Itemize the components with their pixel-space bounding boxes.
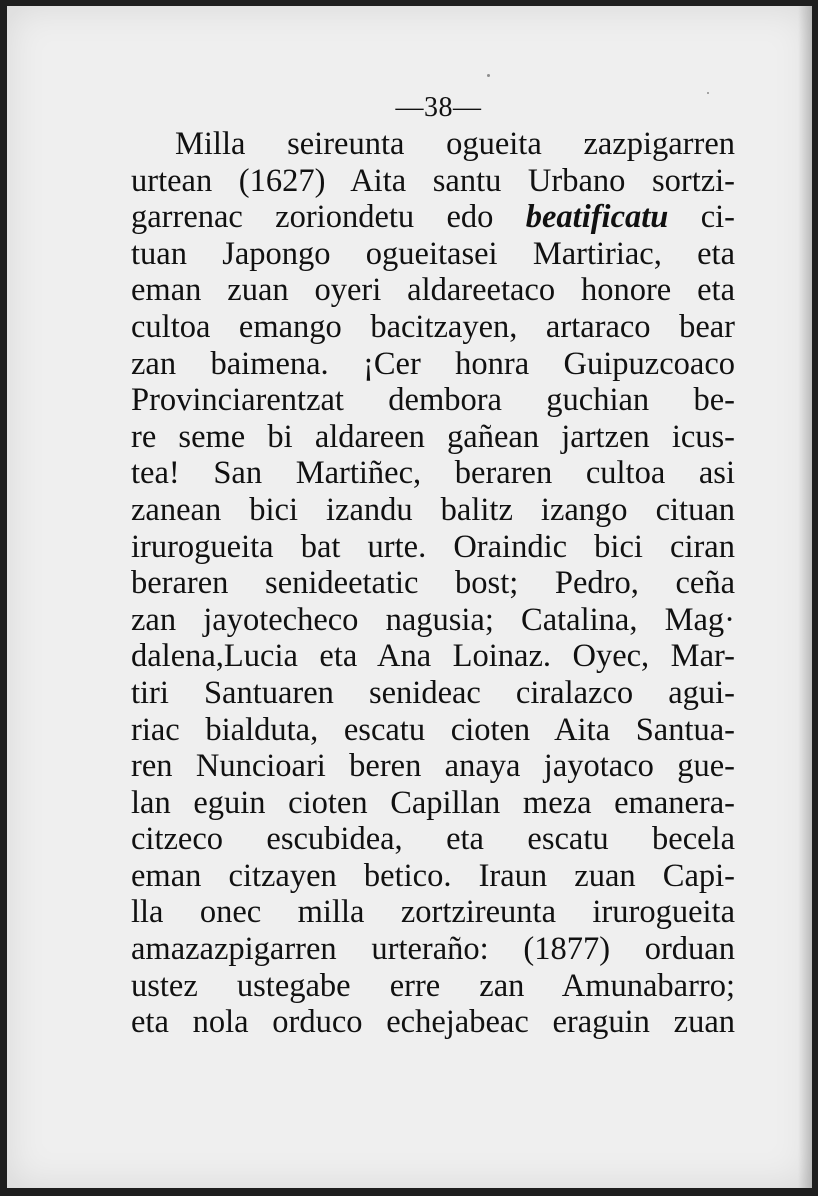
line-text: ustez ustegabe erre zan Amunabarro; xyxy=(131,967,735,1004)
page-edge-shadow xyxy=(798,6,812,1188)
italic-term: beatificatu xyxy=(525,199,669,236)
text-line xyxy=(131,821,735,858)
text-line xyxy=(131,236,735,273)
line-text: ren Nuncioari beren anaya jayotaco gue- xyxy=(131,748,735,785)
line-text: garrenac zoriondetu edo xyxy=(131,199,526,236)
line-text: beraren senideetatic bost; Pedro, ceña xyxy=(131,565,735,602)
line-text: urtean (1627) Aita santu Urbano sortzi- xyxy=(131,162,735,199)
text-line xyxy=(131,931,735,968)
line-text: re seme bi aldareen gañean jartzen icus- xyxy=(131,418,735,455)
text-line xyxy=(131,748,735,785)
text-line xyxy=(131,968,735,1005)
text-line xyxy=(131,894,735,931)
text-line xyxy=(131,199,735,236)
text-line xyxy=(131,712,735,749)
line-text: ci- xyxy=(668,199,735,236)
line-text: Milla seireunta ogueita zazpigarren xyxy=(175,126,735,162)
line-text: riac bialduta, escatu cioten Aita Santua- xyxy=(131,711,735,748)
text-line xyxy=(131,346,735,383)
text-line xyxy=(131,126,735,163)
line-text: tuan Japongo ogueitasei Martiriac, eta xyxy=(131,235,735,272)
line-text: zan jayotecheco nagusia; Catalina, Mag· xyxy=(131,601,735,638)
text-line xyxy=(131,163,735,200)
line-text: lla onec milla zortzireunta irurogueita xyxy=(131,894,735,931)
paper-speck xyxy=(487,74,490,77)
page-number: —38— xyxy=(395,92,482,123)
line-text: dalena,Lucia eta Ana Loinaz. Oyec, Mar- xyxy=(131,638,735,675)
line-text: zanean bici izandu balitz izango cituan xyxy=(131,491,735,528)
book-page xyxy=(7,6,812,1188)
text-line xyxy=(131,492,735,529)
text-line xyxy=(131,455,735,492)
line-text: eman citzayen betico. Iraun zuan Capi- xyxy=(131,857,735,894)
line-text: tea! San Martiñec, beraren cultoa asi xyxy=(131,455,735,492)
text-line xyxy=(131,858,735,895)
line-text: cultoa emango bacitzayen, artaraco bear xyxy=(131,308,735,345)
paper-speck xyxy=(707,92,709,94)
line-text: irurogueita bat urte. Oraindic bici ciran xyxy=(131,528,735,565)
text-line xyxy=(131,1004,735,1041)
text-line xyxy=(131,309,735,346)
line-text: citzeco escubidea, eta escatu becela xyxy=(131,821,735,858)
text-line xyxy=(131,419,735,456)
text-line xyxy=(131,272,735,309)
line-text: eman zuan oyeri aldareetaco honore eta xyxy=(131,272,735,309)
line-text: Provinciarentzat dembora guchian be- xyxy=(131,382,735,419)
body-text xyxy=(131,126,735,1041)
text-line xyxy=(131,382,735,419)
line-text: eta nola orduco echejabeac eraguin zuan xyxy=(131,1004,735,1041)
line-text: amazazpigarren urteraño: (1877) orduan xyxy=(131,931,735,968)
line-text: lan eguin cioten Capillan meza emanera- xyxy=(131,784,735,821)
text-line xyxy=(131,602,735,639)
text-line xyxy=(131,565,735,602)
text-line xyxy=(131,638,735,675)
text-line xyxy=(131,529,735,566)
line-text: zan baimena. ¡Cer honra Guipuzcoaco xyxy=(131,345,735,382)
text-line xyxy=(131,785,735,822)
text-line xyxy=(131,675,735,712)
line-text: tiri Santuaren senideac ciralazco agui- xyxy=(131,674,735,711)
